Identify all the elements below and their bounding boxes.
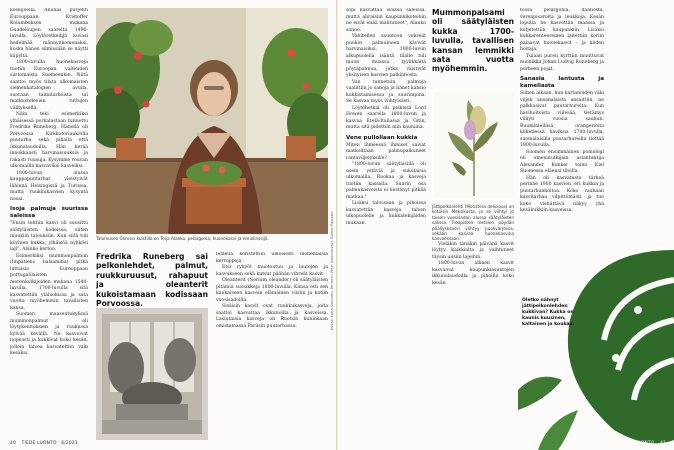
paragraph: tossa pelargonia, daaliosta, verenpisaroita ja leukkoja. Kesän lopulla ne kasvettiin maassa ja kuljetettiin kaupunkiin. Lisäksi kukkarenteereinen laitettiin koriin palaavat huonekasvit – ja niiden hoitaja. — [520, 8, 604, 52]
paragraph: Miten ihmeessä ihmiset saivat matkoiltaan palmupaikuneet rantaviljelyksille? — [346, 142, 426, 161]
paragraph: Tuiaan puren kyrttiin muuttuvat nuonikka Johan Ludvig Runeberg ja perheen pojat. — [520, 53, 604, 72]
subheading: Isoja palmuja suurissa saleissa — [10, 206, 88, 219]
paragraph: 1800-luvun alkaen kasvit kasvaivat kaupunkiasuntojen ikkunalaudoilla ja pihoilla koko kesän. — [432, 261, 514, 286]
paragraph: 1800-luvulla huonekasveja tuotiin Euroopan valtioiden siirtomaista Suomeenkin. Niitä saattoi myös tilata ulkomaisten siemenkatalogien avulla, suoraan taimitarhoista tai matkustelevien tuttujen välityksellä. — [10, 60, 88, 111]
subheading: Sanasia lantusta ja kameliasta — [520, 76, 604, 89]
right-footer — [619, 441, 666, 446]
page-number: 40 — [10, 441, 16, 446]
paragraph: 1800-luvun alussa kauppapuutarhat yleistyivät lähinnä Helsingissä ja Turussa, mutta ruukkukasvien kysyntä nousi. — [10, 170, 88, 202]
paragraph: Siihen aikaan, kun kartanoiden väki viljeli ansanalaista ansaittiin, ne palkkasivat puutarhureita. Kun havihoitoista viilesää, tietämys viliiyti vuosia sauhun. Ruuminleillisä, orangerioita kiiketiessä kaviksia 1700-luvulla, suomalaisilla puutarhureilla tiettää 1800-luvulla. — [520, 91, 604, 148]
magazine-name: TIEDE LUONTO — [619, 441, 655, 446]
left-footer — [10, 441, 78, 446]
paragraph: Lisäksi talossaan ja pihoissa kasvatettiin kasveja talven ulkopuolelle ja kukkatekijäiden mukaan. — [346, 201, 426, 226]
paragraph: Suomen ensimmäinen pomologi eli omenatutkijain asiantuntija Alexander Kunkel toimi Kiel Suomessa eläensi tiloilla. — [520, 149, 604, 174]
paragraph: Etsi rykyöt muotoutuu ja lautojen ja kasvukseen sekä kutsut päähän vihreät kasvit. — [216, 265, 328, 277]
paragraph: Vähitellen asuntoon vehreät puukot palmuineen kävivät harvinaisiksi. 1900-luvun alkupuolella isäntä tilalle tuli muun muassa tyylikkäitä pöytäpalmua, jotka väistivät yksityisen kasvien palkinnosta. — [346, 34, 426, 78]
illustration-caption: Jättipelkonlehti (Monstera deliciosa) on kotoisin Meksikosta, ja se viihtyi jo toisen vuosisadan alussa säätyläisten salissa. Troopisten metsien pöydän päällysksasvi viihtyy puolivarjossa, sekään kasvaa huonekasvina kasvaessaan. — [432, 204, 514, 242]
pull-quote: Fredrika Runeberg sai pelkonlehdet, palmut, ruukkuruusut, rahapuut ja oleanterit kukoistamaan kodissaan Porvoossa. — [96, 252, 208, 309]
portrait-photo — [96, 8, 328, 234]
text-column-1 — [10, 8, 88, 438]
paragraph: Oleanterit (Nerium oleander) oli säätyläisten pitämiä suosikkeja 1800-luvulla. Kansa otti sen kaukaiseen kasvein elämäinen viisiin ja kotiin vuosisadoilla. — [216, 278, 328, 303]
paragraph: Hän oli kasvatusta tärkeä perinne 1900 kasvien, eri kukkia ja puutarhanhoitoa. Koko rauhaan kasvitarhaa vilpittömästi, ja tuo koko viehättävä näkyy yhä kesäkukkiin kasveissa. — [520, 175, 604, 213]
text-column-4 — [346, 8, 426, 438]
photo-caption: Talomuseo Glimsin kuistilla on Teija Alanko. pelargonia, huonekasvi ja emiolinssijö. — [96, 236, 269, 241]
monstera-photo — [518, 240, 674, 450]
paragraph: "Ensin tehtiin kasvi oli suosittu säätyläisten kodeissa, siiten muukiin talouksiin. Kun siitä tuli köyhien kukka, ylhäisöä nyhkösi laji", Alanko kertoo. — [10, 221, 88, 252]
botanical-illustration — [434, 92, 514, 198]
right-page — [338, 0, 674, 450]
historic-photo — [96, 308, 208, 440]
paragraph: Sisäisin kasvit ovat ruukkukasveja, joita saattoi kasvattaa ikkunoilla ja kasveissa. Lasiutaisia kasveja on Ruotsin kuninkaan omistamassa Pariisin puutarhassa. — [216, 304, 328, 329]
left-page — [0, 0, 336, 450]
historic-photo-image — [96, 308, 208, 440]
paragraph: Van tunnetuin palmuja vaalittiin jo sanoja ja hänet kansio kukkistamisessa ja suurimpina. Se kasvaa myös viihtyisästi. — [346, 79, 426, 104]
paragraph: "1800-luvun säätyläisillä oli usein ystäviä ja sukulaisia ulkomailla. Ruokaa ja kasveja tuotiin kassalla. Suurin osa palmukasveista ei kestänyt pitkää matkaa." — [346, 162, 426, 200]
page-number: 41 — [660, 441, 666, 446]
monstera-leaf-image — [518, 240, 674, 450]
magazine-name: TIEDE LUONTO — [21, 441, 57, 446]
paragraph: lemellä koristettiin ulkoisesti monenlaisia kerroppeja. — [216, 252, 328, 264]
paragraph: Suomen maaseutukylissä mummonpalmut oli löytykennuksien ja ruukussa kylvää kevällä. Ne kasvoivat nopeasti ja kukkivat koko kesän, jolloin talvea kasvatettiin vain kesäksi. — [10, 312, 88, 356]
side-question: Oletko nähnyt jättipelkonlehden kukkivan? Kukka on kaunis kuusinen, kaltainen ja koukas. — [522, 298, 575, 327]
paragraph: koskijoella. Ananas purjehti Eurooppaan Kristoffer Kolumbuksen mukana Guadeloupen saarelta 1490-luvulla. Löytöretkeilijä kuvasi hedelmää männynkomenaksi, koska hänen silmissään se näytti käpyltä. — [10, 8, 88, 59]
subheading: Vene pullollaan kukkia — [346, 134, 418, 141]
photo-credit: Kuvat: Katja Koponen, Heinrich Weyl (kasvikuvat), Tuomo Pajusalo — [330, 211, 334, 330]
pull-quote: Mummonpalsami oli säätyläisten kukka 1700-luvulla, tavallisen kansan lemmikki sata vuotta myöhemmin. — [432, 8, 514, 74]
paragraph: sopi kasvattaa isoissa saleissa, mutta abraisiin kaupunkikoteihin ne eivät enää mahtuneet", Alanko sanoo. — [346, 8, 426, 33]
paragraph: Vieläkin tänäkin päivänä kasvit löytyy kaikkialta ja vaihtuneet täysin uusiin lajeihin. — [432, 241, 514, 260]
paragraph: Löytöhetkiä oli pelkissä Lord Howen saarella 1800-luvun ja kasvaa Etelä-Italiassa ja Gitin, mutta sitä pidettiin niin kauniina. — [346, 105, 426, 130]
monstera-illustration — [434, 92, 514, 198]
paragraph: Esimerkiksi mummonpalmun (Impatiens balsamina) pitkä luttaisia Eurooppaan portugalilaisten merenkulkijoiden mukana 1540-luvulla. 1700-luvulla sitä kasvatettiin yläluokissa ja sata vuotta myöhemmin tavallisten kansa. — [10, 253, 88, 311]
text-column-3 — [216, 252, 328, 440]
paragraph: Näin teki esimerkiksi ylhäisessä porkalastaan tunnettu Fredrika Runeberg. Hänellä oli Porvoossa Kirkkotoriaukiolla puutarha sekä pihalla että ikkunalaudoilla. Hän kerää innokkaasti harvinaisuuksia ja rakasti ruusuja. Kysymme rouvan ulkomailla kasvaviksi kasveiksi. — [10, 112, 88, 169]
text-column-6 — [432, 204, 514, 438]
issue-number: 6/2021 — [61, 441, 78, 446]
portrait-photo-image — [96, 8, 328, 234]
